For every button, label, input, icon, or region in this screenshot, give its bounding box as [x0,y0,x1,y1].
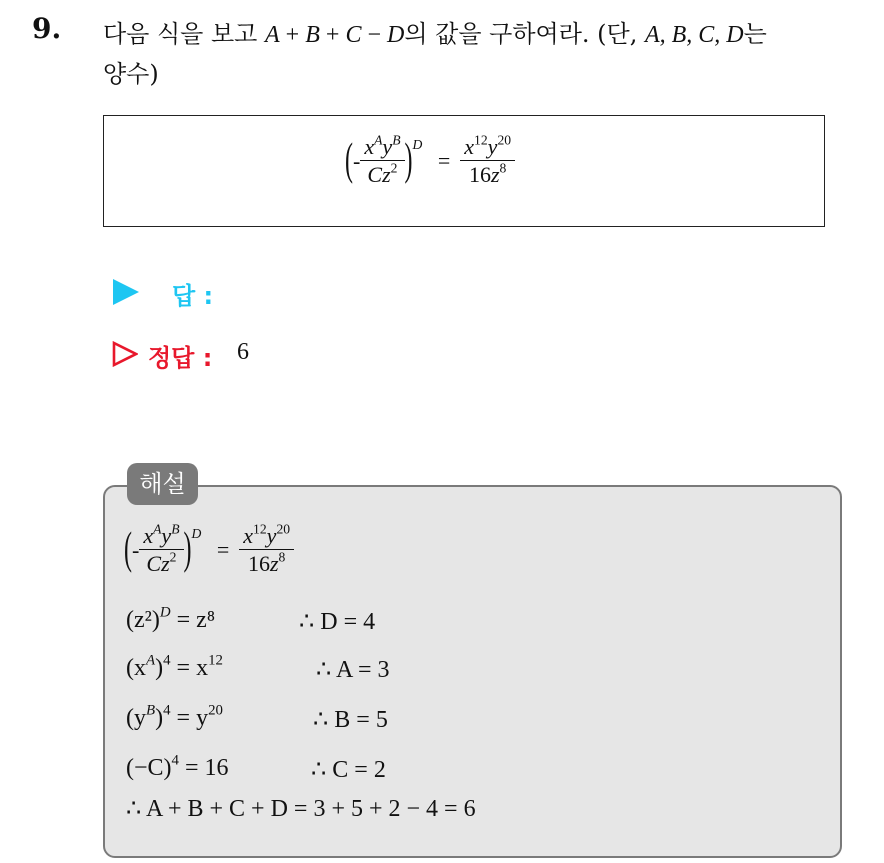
step-1-result: ∴ D = 4 [299,609,376,635]
step-3-result: ∴ B = 5 [313,707,388,733]
equation: (- $\frac{x^Ay^B}{Cz^2}$ )$^D$ = $\frac{x^{12}y^{20}}{16z^8}$ [345,134,515,189]
play-solid-icon [113,279,139,305]
correct-answer-label: 정답 : [148,344,213,372]
play-outline-icon [112,341,138,367]
step-2: $(x^A)^4 = x^{12}$ [126,652,223,681]
expr-b: B [305,22,320,48]
var-list: A, B, C, D [644,22,744,48]
correct-answer-value: 6 [237,339,249,365]
step-1: $(z^2)^D = z^8$ [126,604,216,633]
question-text-lead: 다음 식을 보고 [103,20,265,48]
question-text-line1: 다음 식을 보고 A + B + C − D의 값을 구하여라. (단, A, B, C, D는 [103,20,767,48]
explanation-tab: 해설 [127,463,198,505]
question-number: 9. [32,12,62,45]
question-text-line2: 양수) [103,60,159,88]
step-4-result: ∴ C = 2 [311,757,386,783]
expr-a: A [265,22,280,48]
final-result: ∴ A + B + C + D = 3 + 5 + 2 − 4 = 6 [126,796,476,822]
expr-c: C [345,22,362,48]
step-3: $(y^B)^4 = y^{20}$ [126,702,223,731]
question-text-mid: 의 값을 구하여라. (단, [404,20,645,48]
step-2-result: ∴ A = 3 [316,657,390,683]
step-4: $(-C)^4 = 16$ [126,752,229,781]
expr-d: D [387,22,405,48]
question-text-end: 는 [743,20,767,48]
answer-label: 답 : [172,282,214,310]
explanation-equation: (- $\frac{x^Ay^B}{Cz^2}$ )$^D$ = $\frac{x^{12}y^{20}}{16z^8}$ [124,523,294,578]
